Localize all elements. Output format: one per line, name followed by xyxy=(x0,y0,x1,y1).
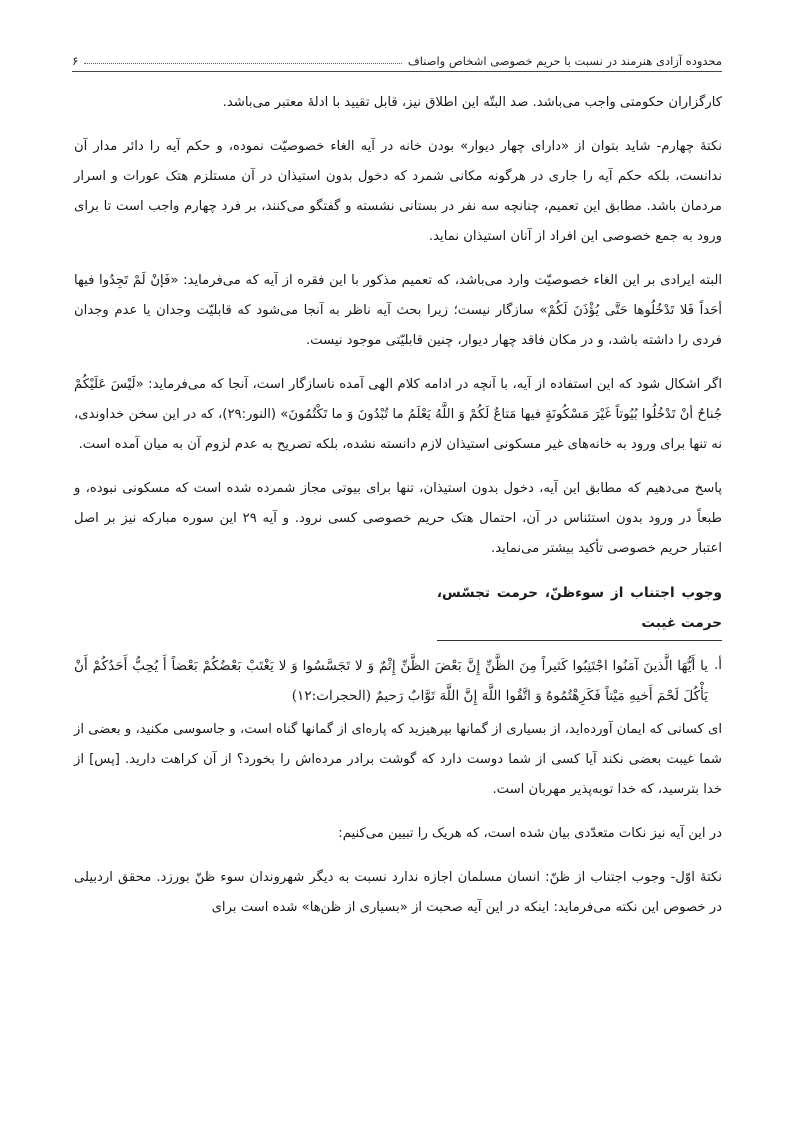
verse-translation: ای کسانی که ایمان آورده‌اید، از بسیاری از گمانها بپرهیزید که پاره‌ای از گمانها گناه است، و جاسوسی مکنید، و بعضی از شما غیبت بعضی نکند آیا کسی از شما دوست دارد که گوشت برادر مرده‌اش را بخورد؟ از آن کراهت دارید. [پس] از خدا بترسید، که خدا توبه‌پذیر مهربان است. xyxy=(74,722,722,797)
list-marker: أ. xyxy=(714,658,722,673)
paragraph-3: البته ایرادی بر این الغاء خصوصیّت وارد می‌باشد، که تعمیم مذکور با این فقره از آیه که می‌فرماید: «فَإنْ لَمْ تَجِدُوا فیها أحَداً فَلا تَدْخُلُوها حَتَّی یُؤْذَنَ لَکُمْ» سازگار نیست؛ زیرا بحث آیه ناظر به آنجا می‌شود که قابلیّت وجدان یا عدم وجدان فردی را داشته باشد، و در مکان فاقد چهار دیوار، چنین قابلیّتی موجود نیست. xyxy=(74,273,722,348)
running-header xyxy=(72,44,722,72)
document-body xyxy=(74,88,722,937)
paragraph-5: پاسخ می‌دهیم که مطابق این آیه، دخول بدون استیذان، تنها برای بیوتی مجاز شمرده شده است که مسکونی نبوده، و طبعاً در ورود بدون استئناس در آن، احتمال هتک حریم خصوصی کسی نرود. و آیه ۲۹ این سوره مبارکه نیز بر اصل اعتبار حریم خصوصی تأکید بیشتر می‌نماید. xyxy=(74,481,722,556)
paragraph-after-verse-1: در این آیه نیز نکات متعدّدی بیان شده است، که هریک را تبیین می‌کنیم: xyxy=(338,826,722,841)
paragraph-after-verse-2: نکتهٔ اوّل- وجوب اجتناب از ظنّ: انسان مسلمان اجازه ندارد نسبت به دیگر شهروندان سوء ظنّ بورزد. محقق اردبیلی در خصوص این نکته می‌فرماید: اینکه در این آیه صحبت از «بسیاری از ظن‌ها» شده است برای xyxy=(74,870,722,915)
verse-list-item xyxy=(74,651,722,711)
header-title: محدوده آزادی هنرمند در نسبت با حریم خصوصی اشخاص واصناف xyxy=(407,54,722,68)
section-heading: وجوب اجتناب از سوءظنّ، حرمت تجسّس، حرمت غیبت xyxy=(437,578,722,641)
paragraph-4: اگر اشکال شود که این استفاده از آیه، با آنچه در ادامه کلام الهی آمده ناسازگار است، آنجا که می‌فرماید: «لَیْسَ عَلَیْکُمْ جُناحٌ أنْ تَدْخُلُوا بُیُوتاً غَیْرَ مَسْکُونَةٍ فیها مَتاعٌ لَکُمْ وَ اللَّهُ یَعْلَمُ ما تُبْدُونَ وَ ما تَکْتُمُونَ» (النور:۲۹)، که در این سخن خداوندی، نه تنها برای ورود به خانه‌های غیر مسکونی استیذان لازم دانسته نشده، بلکه تصریح به عدم لزوم آن به میان آمده است. xyxy=(74,377,722,452)
paragraph-2: نکتهٔ چهارم- شاید بتوان از «دارای چهار دیوار» بودن خانه در آیه الغاء خصوصیّت نموده، و حکم آیه را دائر مدار آن ندانست، بلکه حکم آیه را جاری در هرگونه مکانی شمرد که دخول بدون استیذان در آن مستلزم هتک عورات و اسرار مردمان باشد. مطابق این تعمیم، چنانچه سه نفر در بستانی نشسته و گفتگو می‌کنند، بر فرد چهارم واجب است تا برای ورود به جمع خصوصی این افراد از آنان استیذان نماید. xyxy=(74,139,722,244)
paragraph-1: کارگزاران حکومتی واجب می‌باشد. صد البتّه این اطلاق نیز، قابل تقیید با ادلهٔ معتبر می‌باشد. xyxy=(222,95,722,110)
page-number: ۶ xyxy=(72,54,79,68)
quran-verse: یا أَیُّهَا الَّذینَ آمَنُوا اجْتَنِبُوا کَثیراً مِنَ الظَّنِّ إِنَّ بَعْضَ الظَّنِّ إِثْمٌ وَ لا تَجَسَّسُوا وَ لا یَغْتَبْ بَعْضُکُمْ بَعْضاً أَ یُحِبُّ أَحَدُکُمْ أَنْ یَأْکُلَ لَحْمَ أَخیهِ مَیْتاً فَکَرِهْتُمُوهُ وَ اتَّقُوا اللَّهَ إِنَّ اللَّهَ تَوَّابٌ رَحیمٌ (الحجرات:۱۲) xyxy=(74,658,709,704)
header-leader-dots xyxy=(84,62,401,64)
